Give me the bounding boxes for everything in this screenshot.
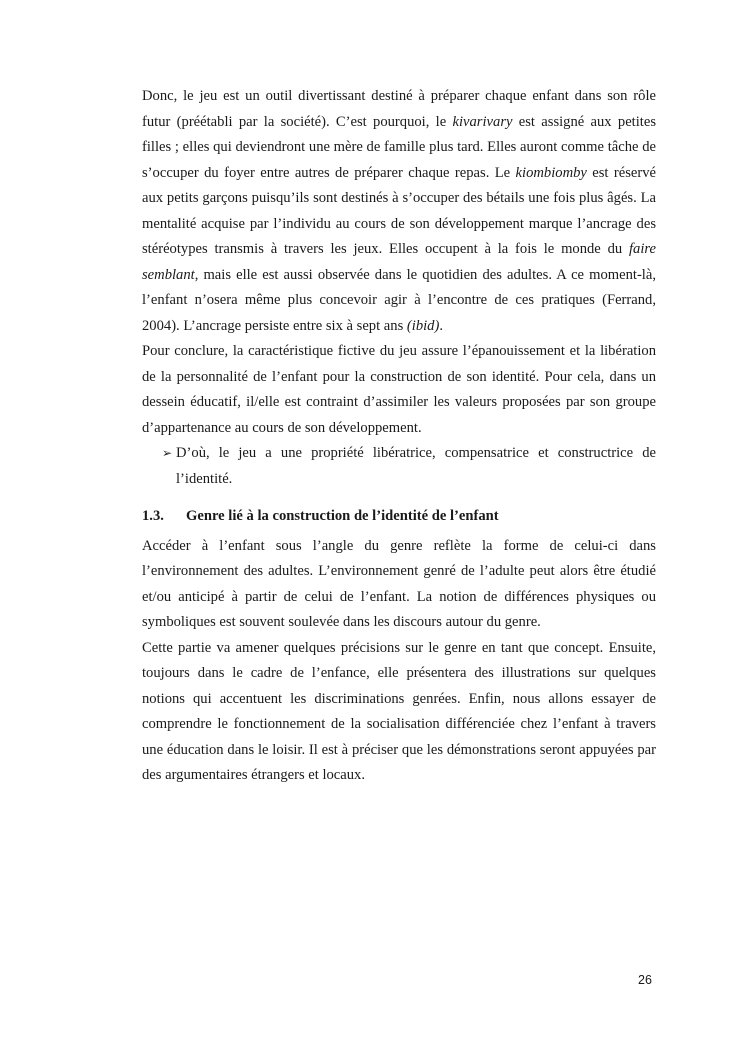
p1-text-3: est réservé aux petits garçons puisqu’ils sont destinés à s’occuper des bétails une fois plus âgés. La mentalité acquise par l’individu au cours de son développement marque l’ancrage des stéréotypes transmis à travers les jeux. Elles occupent à la fois le monde du: [142, 164, 657, 257]
bullet-item: [162, 441, 656, 492]
term-kiombiomby: kiombiomby: [515, 164, 587, 181]
p1-text-1: Donc, le jeu est un outil divertissant destiné à préparer chaque enfant dans son rôle futur (préétabli par la société). C’est pourquoi, le: [142, 88, 656, 130]
arrow-bullet-icon: ➢: [162, 446, 173, 460]
citation-ibid: (ibid): [406, 317, 440, 334]
paragraph-conclusion: Pour conclure, la caractéristique fictive du jeu assure l’épanouissement et la libération de la personnalité de l’enfant pour la construction de son identité. Pour cela, dans un dessein éducatif, il/elle est contraint d’assimiler les valeurs proposées par son groupe d’appartenance au cours de son développement.: [142, 343, 656, 436]
paragraph-plan: Cette partie va amener quelques précisions sur le genre en tant que concept. Ensuite, toujours dans le cadre de l’enfance, elle présentera des illustrations sur quelques notions qui accentuent les discriminations genrées. Enfin, nous allons essayer de comprendre le fonctionnement de la socialisation différenciée chez l’enfant à travers une éducation dans le loisir. Il est à préciser que les démonstrations seront appuyées par des argumentaires étrangers et locaux.: [142, 639, 656, 783]
p1-text-5: .: [439, 317, 443, 334]
section-heading: [142, 504, 656, 530]
term-kivarivary: kivarivary: [452, 113, 513, 130]
section-title: Genre lié à la construction de l’identité de l’enfant: [186, 508, 499, 524]
bullet-text: D’où, le jeu a une propriété libératrice, compensatrice et constructrice de l’identité.: [176, 445, 656, 487]
section-number: 1.3.: [142, 508, 164, 524]
paragraph-jeu-outil: [142, 84, 656, 339]
paragraph-genre-enfant: Accéder à l’enfant sous l’angle du genre reflète la forme de celui-ci dans l’environnement des adultes. L’environnement genré de l’adulte peut alors être étudié et/ou anticipé à partir de celui de l’enfant. La notion de différences physiques ou symboliques est souvent soulevée dans les discours autour du genre.: [142, 537, 656, 630]
p1-text-2: est assigné aux petites filles ; elles qui deviendront une mère de famille plus tard. Elles auront comme tâche de s’occuper du foyer entre autres de préparer chaque repas. Le: [142, 113, 656, 181]
p1-text-4: , mais elle est aussi observée dans le quotidien des adultes. A ce moment-là, l’enfant n’osera même plus concevoir agir à l’encontre de ces pratiques (Ferrand, 2004). L’ancrage persiste entre six à sept ans: [142, 266, 656, 334]
term-faire-semblant: faire semblant: [142, 241, 656, 283]
page-content: [142, 84, 656, 789]
page-number: 26: [638, 973, 652, 987]
